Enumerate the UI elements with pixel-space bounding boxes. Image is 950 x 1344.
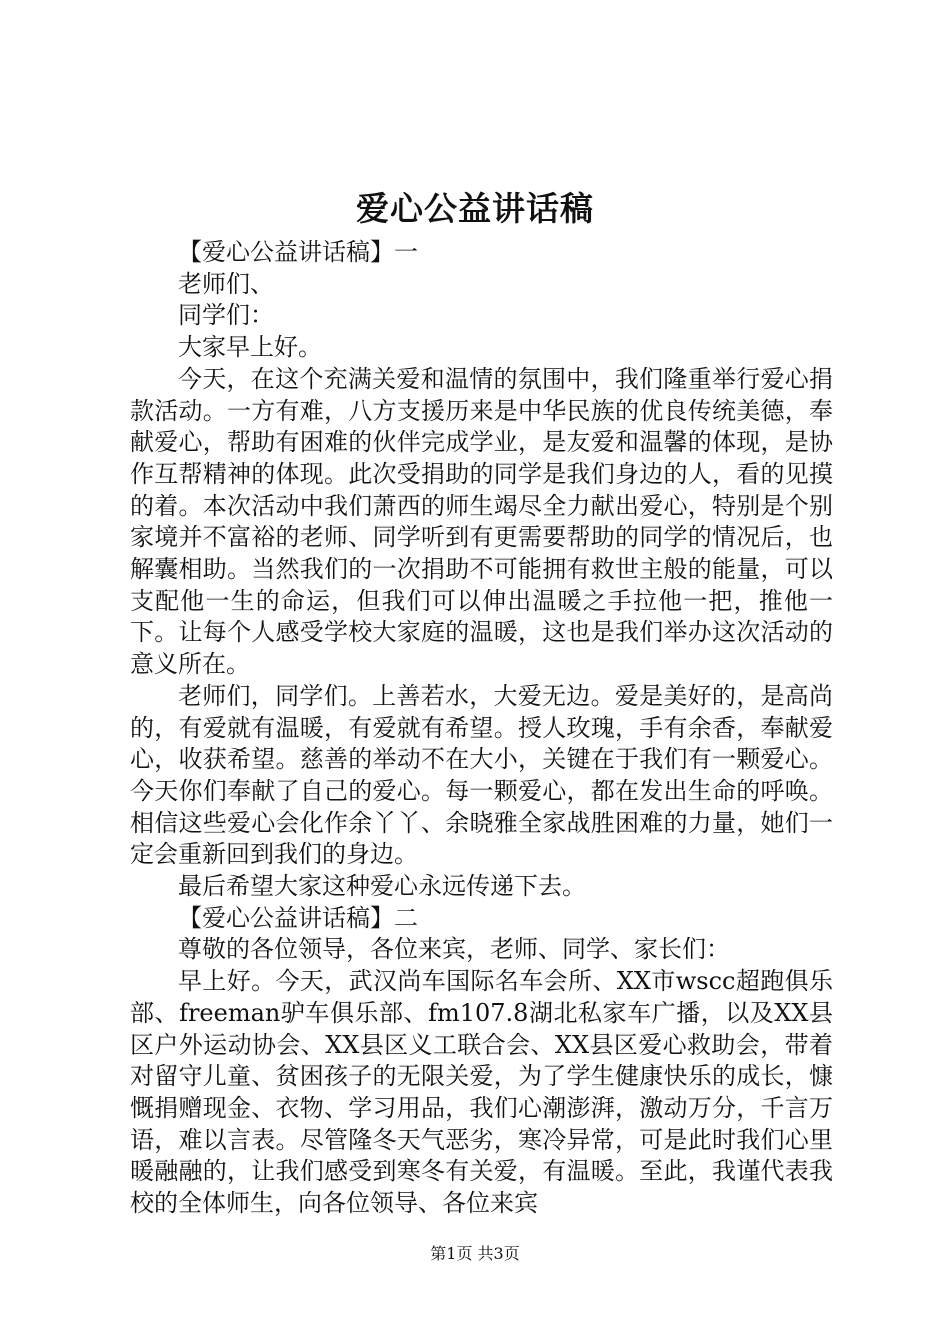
salutation-teachers: 老师们、 bbox=[178, 269, 274, 298]
document-body bbox=[130, 237, 833, 1220]
paragraph-thanks-sponsors: 早上好。今天，武汉尚车国际名车会所、XX市wscc超跑俱乐部、freeman驴车俱乐部、fm107.8湖北私家车广播，以及XX县区户外运动协会、XX县区义工联合会、XX县区爱心救助会，带着对留守儿童、贫困孩子的无限关爱，为了学生健康快乐的成长，慷慨捐赠现金、衣物、学习用品，我们心潮澎湃，激动万分，千言万语，难以言表。尽管隆冬天气恶劣，寒冷异常，可是此时我们心里暖融融的，让我们感受到寒冬有关爱，有温暖。至此，我谨代表我校的全体师生，向各位领导、各位来宾 bbox=[130, 967, 833, 1218]
page-footer: 第1页 共3页 bbox=[430, 1244, 520, 1263]
salutation-students: 同学们： bbox=[178, 301, 274, 330]
paragraph-closing-wish: 最后希望大家这种爱心永远传递下去。 bbox=[178, 872, 586, 901]
salutation-guests: 尊敬的各位领导，各位来宾，老师、同学、家长们： bbox=[178, 935, 730, 964]
paragraph-love-boundless: 老师们，同学们。上善若水，大爱无边。爱是美好的，是高尚的，有爱就有温暖，有爱就有希望。授人玫瑰，手有余香，奉献爱心，收获希望。慈善的举动不在大小，关键在于我们有一颗爱心。今天你们奉献了自己的爱心。每一颗爱心，都在发出生命的呼唤。相信这些爱心会化作余丫丫、余晓雅全家战胜困难的力量，她们一定会重新回到我们的身边。 bbox=[130, 681, 833, 869]
section-heading-2: 【爱心公益讲话稿】二 bbox=[178, 903, 418, 932]
document-title: 爱心公益讲话稿 bbox=[356, 189, 594, 228]
greeting: 大家早上好。 bbox=[178, 333, 322, 362]
section-heading-1: 【爱心公益讲话稿】一 bbox=[178, 238, 418, 266]
paragraph-donation-event: 今天，在这个充满关爱和温情的氛围中，我们隆重举行爱心捐款活动。一方有难，八方支援历来是中华民族的优良传统美德，奉献爱心，帮助有困难的伙伴完成学业，是友爱和温馨的体现，是协作互帮精神的体现。此次受捐助的同学是我们身边的人，看的见摸的着。本次活动中我们萧西的师生竭尽全力献出爱心，特别是个别家境并不富裕的老师、同学听到有更需要帮助的同学的情况后，也解囊相助。当然我们的一次捐助不可能拥有救世主般的能量，可以支配他一生的命运，但我们可以伸出温暖之手拉他一把，推他一下。让每个人感受学校大家庭的温暖，这也是我们举办这次活动的意义所在。 bbox=[130, 364, 833, 679]
